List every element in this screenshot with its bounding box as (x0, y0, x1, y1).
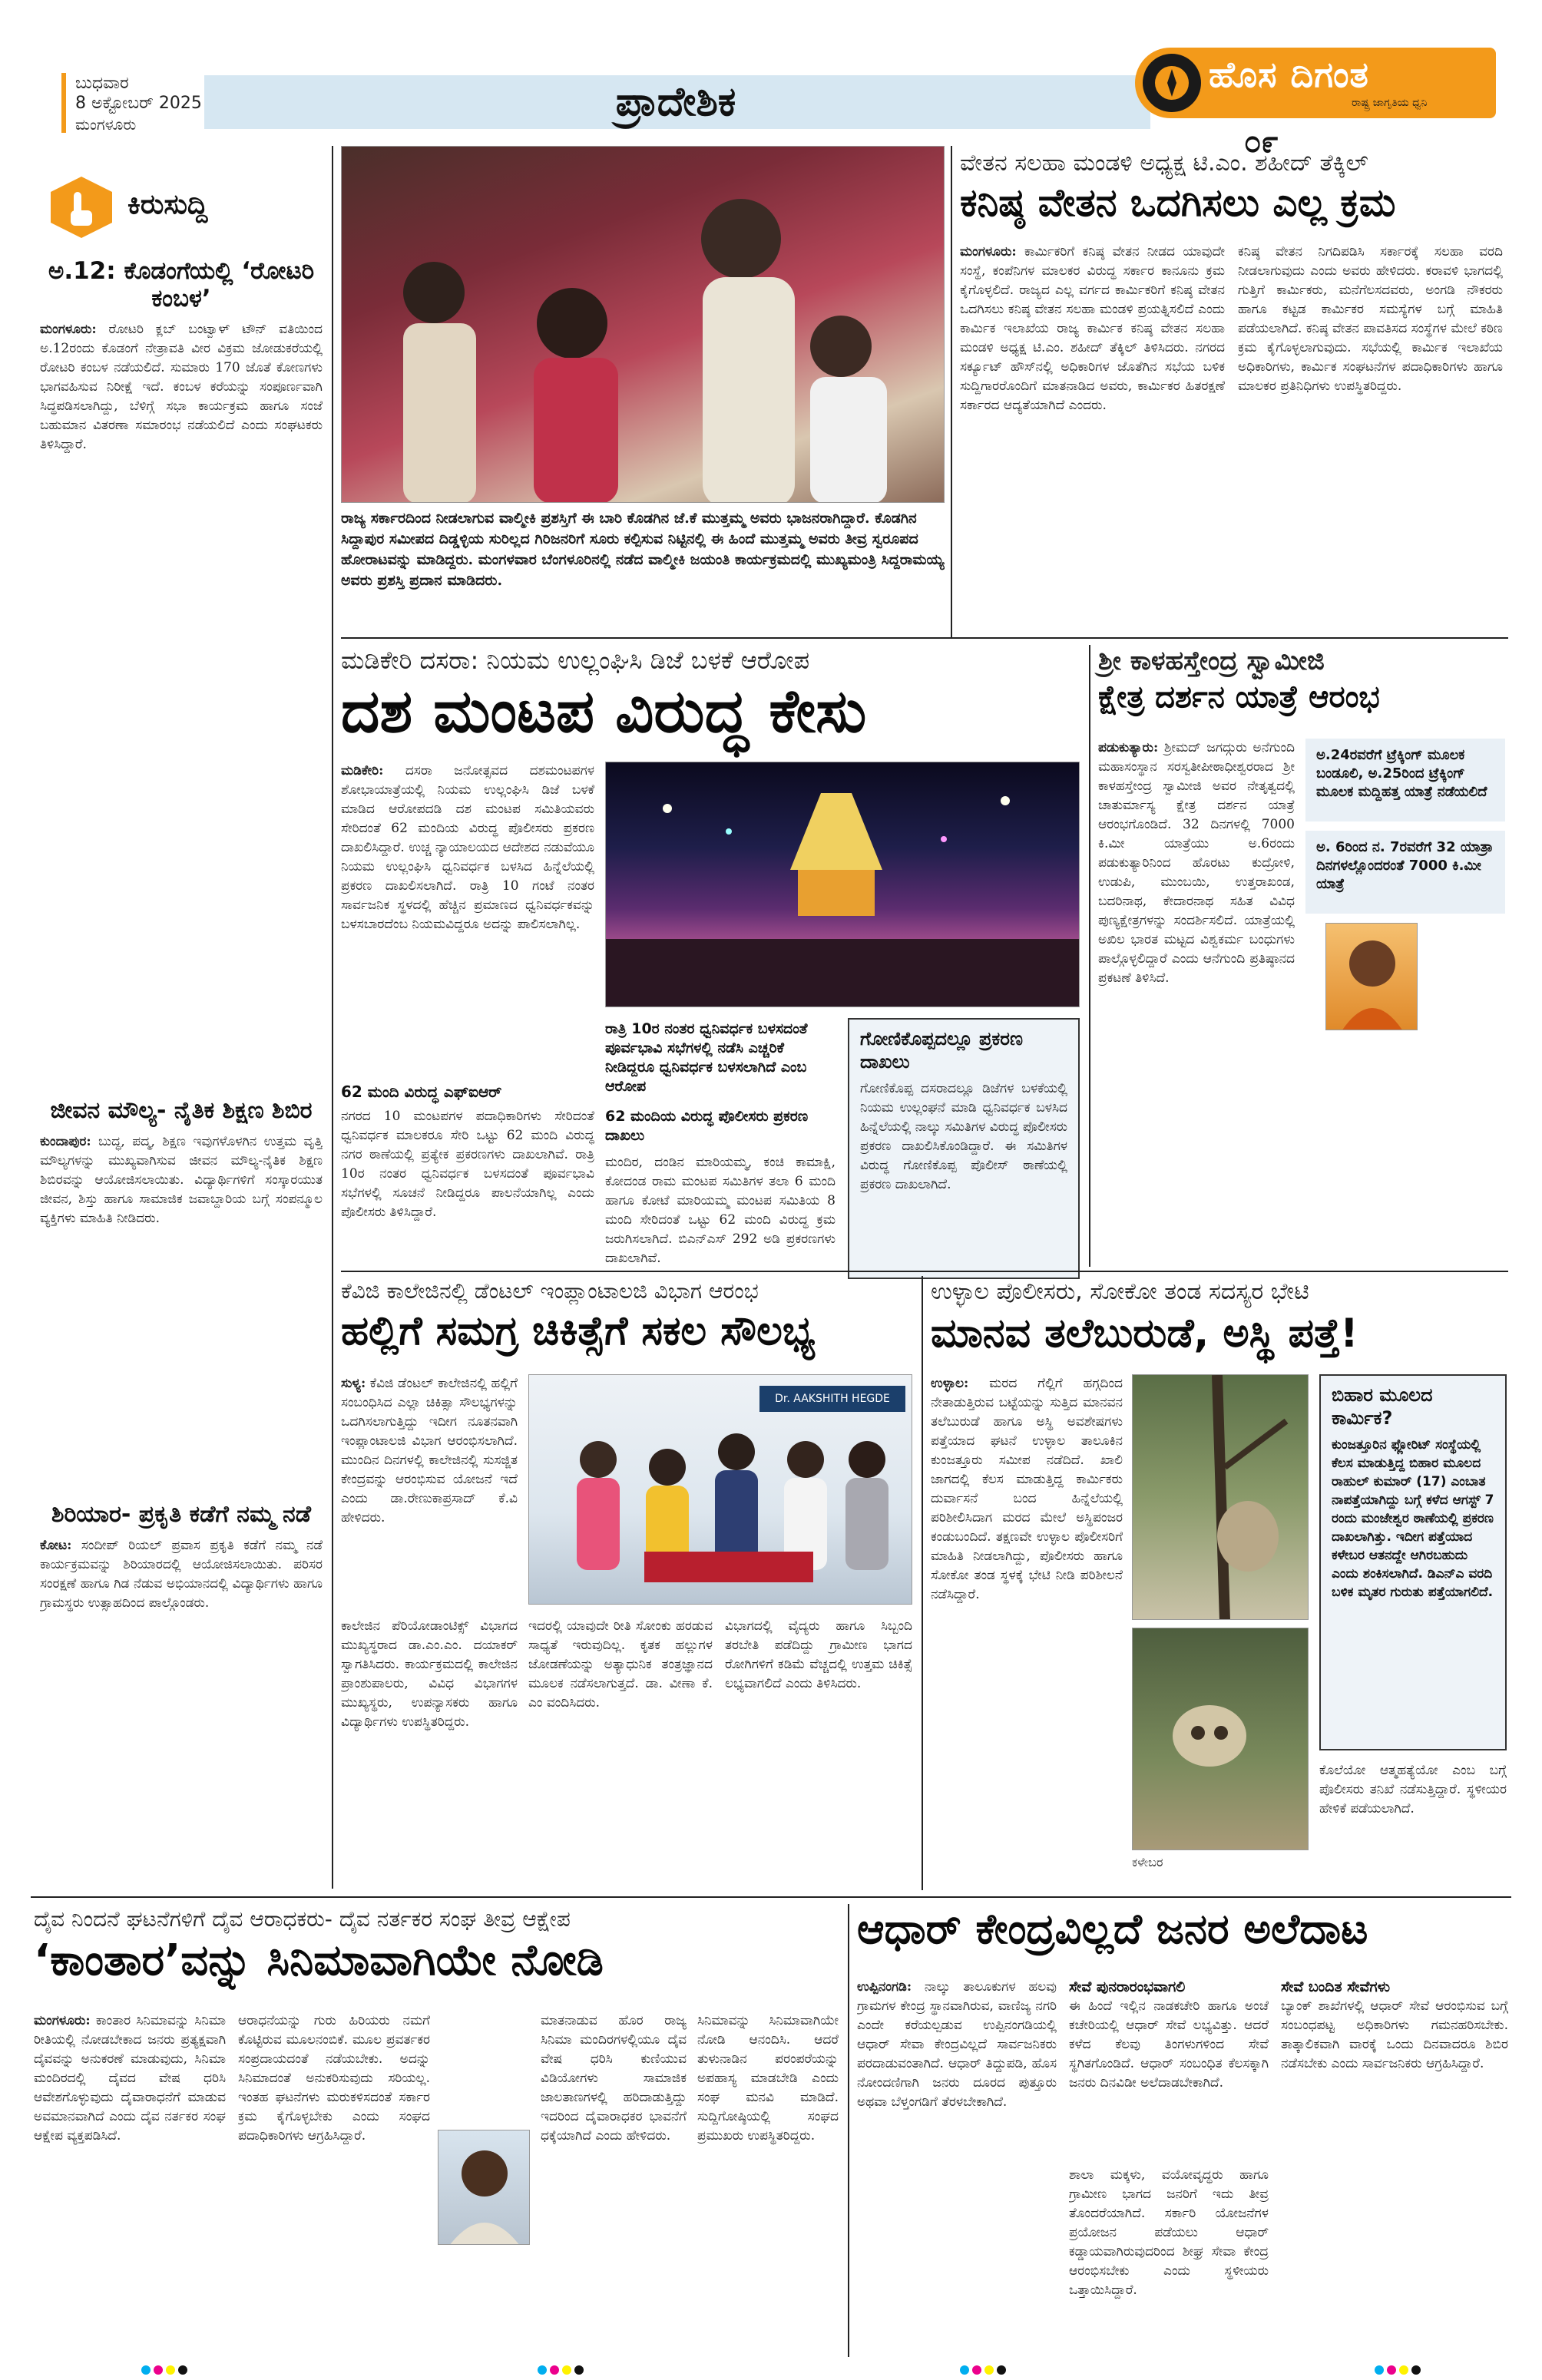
registration-marks (0, 2363, 1542, 2377)
masthead-city: ಮಂಗಳೂರು (75, 115, 137, 134)
dental-story (341, 1279, 912, 1893)
award-photo-caption: ರಾಜ್ಯ ಸರ್ಕಾರದಿಂದ ನೀಡಲಾಗುವ ವಾಲ್ಮೀಕಿ ಪ್ರಶಸ್ತಿಗೆ ಈ ಬಾರಿ ಕೊಡಗಿನ ಜೆ.ಕೆ ಮುತ್ತಮ್ಮ ಅವರು ಭಾಜನರಾಗಿದ್ದಾರೆ. ಕೊಡಗಿನ ಸಿದ್ದಾಪುರ ಸಮೀಪದ ದಿಡ್ಡಳ್ಳಿಯ ಸುರಿಲ್ಲದ ಗಿರಿಜನರಿಗೆ ಸೂರು ಕಲ್ಪಿಸುವ ನಿಟ್ಟಿನಲ್ಲಿ ಈ ಹಿಂದೆ ಮುತ್ತಮ್ಮ ಅವರು ತೀವ್ರ ಸ್ವರೂಪದ ಹೋರಾಟವನ್ನು ಮಾಡಿದ್ದರು. ಮಂಗಳವಾರ ಬೆಂಗಳೂರಿನಲ್ಲಿ ನಡೆದ ವಾಲ್ಮೀಕಿ ಜಯಂತಿ ಕಾರ್ಯಕ್ರಮದಲ್ಲಿ ಮುಖ್ಯಮಂತ್ರಿ ಸಿದ್ದರಾಮಯ್ಯ ಅವರು ಪ್ರಶಸ್ತಿ ಪ್ರದಾನ ಮಾಡಿದರು. (341, 510, 945, 589)
gonikoppa-box (848, 1018, 1080, 1279)
kantara-col-1-text: ಕಾಂತಾರ ಸಿನಿಮಾವನ್ನು ಸಿನಿಮಾ ರೀತಿಯಲ್ಲಿ ನೋಡಬೇಕಾದ ಜನರು ಪ್ರತ್ಯಕ್ಷವಾಗಿ ದೈವವನ್ನು ಅನುಕರಣೆ ಮಾಡುವುದು, ಸಿನಿಮಾ ಮಂದಿರದಲ್ಲಿ ದೈವದ ವೇಷ ಧರಿಸಿ ಆವೇಶಗೊಳ್ಳುವುದು ದೈವಾರಾಧನೆಗೆ ಮಾಡುವ ಅವಮಾನವಾಗಿದೆ ಎಂದು ದೈವ ನರ್ತಕರ ಸಂಘ ಆಕ್ಷೇಪ ವ್ಯಕ್ತಪಡಿಸಿದೆ. (34, 2013, 226, 2144)
award-photo (341, 146, 945, 503)
kirusuddi-header (43, 169, 319, 246)
section-title: ಪ್ರಾದೇಶಿಕ (615, 79, 736, 125)
swamiji-text-body: ಶ್ರೀಮದ್ ಜಗದ್ಗುರು ಅನೆಗುಂದಿ ಮಹಾಸಂಸ್ಥಾನ ಸರಸ್ವತೀಪೀಠಾಧೀಶ್ವರರಾದ ಶ್ರೀ ಕಾಳಹಸ್ತೇಂದ್ರ ಸ್ವಾಮೀಜಿ ಅವರ ನೇತೃತ್ವದಲ್ಲಿ ಚಾತುರ್ಮಾಸ್ಯ ಕ್ಷೇತ್ರ ದರ್ಶನ ಯಾತ್ರೆ ಆರಂಭಗೊಂಡಿದೆ. 32 ದಿನಗಳಲ್ಲಿ 7000 ಕಿ.ಮೀ ಯಾತ್ರೆಯು ಅ.6ರಂದು ಪಡುಕುತ್ಯಾರಿನಿಂದ ಹೊರಟು ಕುದ್ರೋಳಿ, ಉಡುಪಿ, ಮುಂಬಯಿ, ಉತ್ತರಾಖಂಡ, ಬದರಿನಾಥ, ಕೇದಾರನಾಥ ಸಹಿತ ವಿವಿಧ ಪುಣ್ಯಕ್ಷೇತ್ರಗಳನ್ನು ಸಂದರ್ಶಿಸಲಿದೆ. ಯಾತ್ರೆಯಲ್ಲಿ ಅಖಿಲ ಭಾರತ ಮಟ್ಟದ ವಿಶ್ವಕರ್ಮ ಬಂಧುಗಳು ಪಾಲ್ಗೊಳ್ಳಲಿದ್ದಾರೆ ಎಂದು ಆನೆಗುಂದಿ ಪ್ರತಿಷ್ಠಾನದ ಪ್ರಕಟಣೆ ತಿಳಿಸಿದೆ. (1098, 740, 1295, 986)
swamiji-bullet-text: ಅ.24ರವರೆಗೆ ಟ್ರೆಕ್ಕಿಂಗ್ ಮೂಲಕ ಬಂಡೂಲಿ, ಅ.25ರಿಂದ ಟ್ರೆಕ್ಕಿಂಗ್ ಮೂಲಕ ಮದ್ದಿಹತ್ತ ಯಾತ್ರೆ ನಡೆಯಲಿದೆ (1316, 747, 1487, 800)
aadhaar-story (857, 1907, 1508, 2360)
hand-icon (51, 177, 112, 238)
kirusuddi-item-dateline: ಕೋಟ: (40, 1537, 72, 1553)
dasara-col-3: ಮಂದಿರ, ದಂಡಿನ ಮಾರಿಯಮ್ಮ, ಕಂಚಿ ಕಾಮಾಕ್ಷಿ, ಕೋದಂಡ ರಾಮ ಮಂಟಪ ಸಮಿತಿಗಳ ತಲಾ 6 ಮಂದಿ ಹಾಗೂ ಕೋಟೆ ಮಾರಿಯಮ್ಮ ಮಂಟಪ ಸಮಿತಿಯ 8 ಮಂದಿ ಸೇರಿದಂತೆ ಒಟ್ಟು 62 ಮಂದಿ ವಿರುದ್ಧ ಕ್ರಮ ಜರುಗಿಸಲಾಗಿದೆ. ಬಿಎನ್‌ಎಸ್ 292 ಅಡಿ ಪ್ರಕರಣಗಳು ದಾಖಲಾಗಿವೆ. (605, 1155, 836, 1266)
skeleton-col-1 (931, 1374, 1123, 1881)
bihar-box-text: ಕುಂಜತ್ತೂರಿನ ಫ್ಲೋರಿಟ್ ಸಂಸ್ಥೆಯಲ್ಲಿ ಕೆಲಸ ಮಾಡುತ್ತಿದ್ದ ಬಿಹಾರ ಮೂಲದ ರಾಹುಲ್ ಕುಮಾರ್ (17) ಎಂಬಾತ ನಾಪತ್ತೆಯಾಗಿದ್ದು ಬಗ್ಗೆ ಕಳೆದ ಆಗಸ್ಟ್ 7 ರಂದು ಮಂಜೇಶ್ವರ ಠಾಣೆಯಲ್ಲಿ ಪ್ರಕರಣ ದಾಖಲಾಗಿತ್ತು. ಇದೀಗ ಪತ್ತೆಯಾದ ಕಳೇಬರ ಆತನದ್ದೇ ಆಗಿರಬಹುದು ಎಂದು ಶಂಕಿಸಲಾಗಿದೆ. ಡಿಎನ್‌ಎ ವರದಿ ಬಳಿಕ ಮೃತರ ಗುರುತು ಪತ್ತೆಯಾಗಲಿದೆ. (1332, 1437, 1494, 1600)
page-number: ೦೯ (1244, 124, 1279, 160)
left-column-divider (332, 146, 333, 1889)
masthead (0, 0, 1542, 160)
dasara-kicker: ಮಡಿಕೇರಿ ದಸರಾ: ನಿಯಮ ಉಲ್ಲಂಘಿಸಿ ಡಿಜೆ ಬಳಕೆ ಆರೋಪ (341, 646, 810, 675)
wage-col-2: ಕನಿಷ್ಠ ವೇತನ ನಿಗದಿಪಡಿಸಿ ಸರ್ಕಾರಕ್ಕೆ ಸಲಹಾ ವರದಿ ನೀಡಲಾಗುವುದು ಎಂದು ಅವರು ಹೇಳಿದರು. ಕರಾವಳಿ ಭಾಗದಲ್ಲಿ ಗುತ್ತಿಗೆ ಕಾರ್ಮಿಕರು, ಮನೆಗೆಲಸದವರು, ಅಂಗಡಿ ನೌಕರರು ಹಾಗೂ ಕಟ್ಟಡ ಕಾರ್ಮಿಕರ ಸಮಸ್ಯೆಗಳ ಬಗ್ಗೆ ಮಾಹಿತಿ ಪಡೆಯಲಾಗಿದೆ. ಕನಿಷ್ಠ ವೇತನ ಪಾವತಿಸದ ಸಂಸ್ಥೆಗಳ ಮೇಲೆ ಕಠಿಣ ಕ್ರಮ ಕೈಗೊಳ್ಳಲಾಗುವುದು. ಸಭೆಯಲ್ಲಿ ಕಾರ್ಮಿಕ ಇಲಾಖೆಯ ಅಧಿಕಾರಿಗಳು, ಕಾರ್ಮಿಕ ಸಂಘಟನೆಗಳ ಪದಾಧಿಕಾರಿಗಳು ಹಾಗೂ ಮಾಲಕರ ಪ್ರತಿನಿಧಿಗಳು ಉಪಸ್ಥಿತರಿದ್ದರು. (1238, 244, 1503, 394)
skeleton-story (931, 1279, 1507, 1893)
kantara-col-2: ಆರಾಧನೆಯನ್ನು ಗುರು ಹಿರಿಯರು ನಮಗೆ ಕೊಟ್ಟಿರುವ ಮೂಲನಂಬಿಕೆ. ಮೂಲ ಪ್ರವರ್ತಕರ ಸಂಪ್ರದಾಯದಂತೆ ನಡೆಯಬೇಕು. ಅದನ್ನು ಸಿನಿಮಾದಂತೆ ಅನುಕರಿಸುವುದು ಸರಿಯಲ್ಲ. ಇಂತಹ ಘಟನೆಗಳು ಮರುಕಳಿಸದಂತೆ ಸರ್ಕಾರ ಕ್ರಮ ಕೈಗೊಳ್ಳಬೇಕು ಎಂದು ಸಂಘದ ಪದಾಧಿಕಾರಿಗಳು ಆಗ್ರಹಿಸಿದ್ದಾರೆ. (238, 2013, 430, 2144)
dental-divider (922, 1276, 923, 1890)
dasara-photo (605, 762, 1080, 1007)
swamiji-text (1098, 739, 1295, 1261)
kirusuddi-item-dateline: ಕುಂದಾಪುರ: (40, 1133, 91, 1149)
swamiji-bullet-text: ಅ. 6ರಿಂದ ನ. 7ರವರೆಗೆ 32 ಯಾತ್ರಾ ದಿನಗಳಲ್ಲೊಂದರಂತೆ 7000 ಕಿ.ಮೀ ಯಾತ್ರೆ (1316, 839, 1494, 892)
kirusuddi-item (40, 1502, 323, 1859)
kantara-story (34, 1907, 839, 2360)
row-1-divider (341, 637, 1508, 639)
skeleton-dateline: ಉಳ್ಳಾಲ: (931, 1376, 969, 1391)
aadhaar-headline: ಆಧಾರ್ ಕೇಂದ್ರವಿಲ್ಲದೆ ಜನರ ಅಲೆದಾಟ (857, 1905, 1368, 1953)
date-color-bar (61, 73, 66, 133)
dasara-highlight (605, 1020, 836, 1144)
dasara-subhead: 62 ಮಂದಿ ವಿರುದ್ಧ ಎಫ್‌ಐಆರ್ (341, 1083, 502, 1101)
dental-kicker: ಕೆವಿಜಿ ಕಾಲೇಜಿನಲ್ಲಿ ಡೆಂಟಲ್ ಇಂಪ್ಲಾಂಟಾಲಜಿ ವಿಭಾಗ ಆರಂಭ (341, 1278, 759, 1304)
kantara-headline: ‘ಕಾಂತಾರ’ವನ್ನು ಸಿನಿಮಾವಾಗಿಯೇ ನೋಡಿ (34, 1935, 604, 1986)
kirusuddi-item (40, 1098, 323, 1493)
swamiji-kicker: ಶ್ರೀ ಕಾಳಹಸ್ತೇಂದ್ರ ಸ್ವಾಮೀಜಿ (1098, 646, 1325, 676)
aadhaar-dateline: ಉಪ್ಪಿನಂಗಡಿ: (857, 1979, 912, 1995)
dasara-dateline: ಮಡಿಕೇರಿ: (341, 763, 384, 778)
dental-headline: ಹಲ್ಲಿಗೆ ಸಮಗ್ರ ಚಿಕಿತ್ಸೆಗೆ ಸಕಲ ಸೌಲಭ್ಯ (341, 1308, 816, 1355)
kantara-portrait (438, 2130, 530, 2245)
kirusuddi-item-title: ಜೀವನ ಮೌಲ್ಯ- ನೈತಿಕ ಶಿಕ್ಷಣ ಶಿಬಿರ (50, 1097, 313, 1124)
kirusuddi-item-body: ರೋಟರಿ ಕ್ಲಬ್ ಬಂಟ್ವಾಳ್ ಟೌನ್ ವತಿಯಿಂದ ಅ.12ರಂದು ಕೊಡಂಗೆ ನೇತ್ರಾವತಿ ವೀರ ವಿಕ್ರಮ ಜೋಡುಕರೆಯಲ್ಲಿ ರೋಟರಿ ಕಂಬಳ ನಡೆಯಲಿದೆ. ಸುಮಾರು 170 ಜೊತೆ ಕೋಣಗಳು ಭಾಗವಹಿಸುವ ನಿರೀಕ್ಷೆ ಇದೆ. ಕಂಬಳ ಕರೆಯನ್ನು ಸಂಪೂರ್ಣವಾಗಿ ಸಿದ್ಧಪಡಿಸಲಾಗಿದ್ದು, ಬೆಳಿಗ್ಗೆ ಸಭಾ ಕಾರ್ಯಕ್ರಮ ಹಾಗೂ ಸಂಜೆ ಬಹುಮಾನ ವಿತರಣಾ ಸಮಾರಂಭ ನಡೆಯಲಿದೆ ಎಂದು ಸಂಘಟಕರು ತಿಳಿಸಿದ್ದಾರೆ. (40, 322, 323, 453)
dasara-highlight-1: ರಾತ್ರಿ 10ರ ನಂತರ ಧ್ವನಿವರ್ಧಕ ಬಳಸದಂತೆ ಪೂರ್ವಭಾವಿ ಸಭೆಗಳಲ್ಲಿ ನಡೆಸಿ ಎಚ್ಚರಿಕೆ ನೀಡಿದ್ದರೂ ಧ್ವನಿವರ್ಧಕ ಬಳಸಲಾಗಿದೆ ಎಂಬ ಆರೋಪ (605, 1020, 808, 1095)
dasara-story (341, 646, 1080, 1276)
gonikoppa-box-title: ಗೋಣಿಕೊಪ್ಪದಲ್ಲೂ ಪ್ರಕರಣ ದಾಖಲು (860, 1028, 1023, 1073)
kirusuddi-item-text (40, 1536, 323, 1859)
dental-col-2: ಕಾಲೇಜಿನ ಪೆರಿಯೋಡಾಂಟಿಕ್ಸ್ ವಿಭಾಗದ ಮುಖ್ಯಸ್ಥರಾದ ಡಾ.ಎಂ.ಎಂ. ದಯಾಕರ್ ಸ್ವಾಗತಿಸಿದರು. ಕಾರ್ಯಕ್ರಮದಲ್ಲಿ ಕಾಲೇಜಿನ ಪ್ರಾಂಶುಪಾಲರು, ವಿವಿಧ ವಿಭಾಗಗಳ ಮುಖ್ಯಸ್ಥರು, ಉಪನ್ಯಾಸಕರು ಹಾಗೂ ವಿದ್ಯಾರ್ಥಿಗಳು ಉಪಸ್ಥಿತರಿದ್ದರು. (341, 1618, 518, 1730)
aadhaar-col-4-wrap (1281, 1978, 1508, 2349)
dasara-headline: ದಶ ಮಂಟಪ ವಿರುದ್ಧ ಕೇಸು (341, 676, 867, 746)
aadhaar-subhead: ಸೇವೆ ಪುನರಾರಂಭವಾಗಲಿ (1069, 1978, 1186, 1995)
kantara-kicker: ದೈವ ನಿಂದನೆ ಘಟನೆಗಳಿಗೆ ದೈವ ಆರಾಧಕರು- ದೈವ ನರ್ತಕರ ಸಂಘ ತೀವ್ರ ಆಕ್ಷೇಪ (34, 1906, 571, 1932)
skeleton-photo-label: ಕಳೇಬರ (1132, 1855, 1163, 1869)
aadhaar-col-2: ಈ ಹಿಂದೆ ಇಲ್ಲಿನ ನಾಡಕಚೇರಿ ಹಾಗೂ ಅಂಚೆ ಕಚೇರಿಯಲ್ಲಿ ಆಧಾರ್ ಸೇವೆ ಲಭ್ಯವಿತ್ತು. ಆದರೆ ಕಳೆದ ಕೆಲವು ತಿಂಗಳುಗಳಿಂದ ಸೇವೆ ಸ್ಥಗಿತಗೊಂಡಿದೆ. ಆಧಾರ್ ಸಂಬಂಧಿತ ಕೆಲಸಕ್ಕಾಗಿ ಜನರು ದಿನವಿಡೀ ಅಲೆದಾಡಬೇಕಾಗಿದೆ. (1069, 1998, 1269, 2091)
kirusuddi-item-title: ಅ.12: ಕೊಡಂಗೆಯಲ್ಲಿ ‘ರೋಟರಿ ಕಂಬಳ’ (48, 257, 315, 312)
kantara-col-4: ಸಿನಿಮಾವನ್ನು ಸಿನಿಮಾವಾಗಿಯೇ ನೋಡಿ ಆನಂದಿಸಿ. ಆದರೆ ತುಳುನಾಡಿನ ಪರಂಪರೆಯನ್ನು ಅಪಹಾಸ್ಯ ಮಾಡಬೇಡಿ ಎಂದು ಸಂಘ ಮನವಿ ಮಾಡಿದೆ. ಸುದ್ದಿಗೋಷ್ಠಿಯಲ್ಲಿ ಸಂಘದ ಪ್ರಮುಖರು ಉಪಸ್ಥಿತರಿದ್ದರು. (697, 2013, 839, 2144)
aadhaar-col-1-text: ನಾಲ್ಕು ತಾಲೂಕುಗಳ ಹಲವು ಗ್ರಾಮಗಳ ಕೇಂದ್ರ ಸ್ಥಾನವಾಗಿರುವ, ವಾಣಿಜ್ಯ ನಗರಿ ಎಂದೇ ಕರೆಯಲ್ಪಡುವ ಉಪ್ಪಿನಂಗಡಿಯಲ್ಲಿ ಆಧಾರ್ ಸೇವಾ ಕೇಂದ್ರವಿಲ್ಲದೆ ಸಾರ್ವಜನಿಕರು ಪರದಾಡುವಂತಾಗಿದೆ. ಆಧಾರ್ ತಿದ್ದುಪಡಿ, ಹೊಸ ನೋಂದಣಿಗಾಗಿ ಜನರು ದೂರದ ಪುತ್ತೂರು ಅಥವಾ ಬೆಳ್ತಂಗಡಿಗೆ ತೆರಳಬೇಕಾಗಿದೆ. (857, 1979, 1057, 2110)
masthead-day: ಬುಧವಾರ (75, 74, 129, 93)
swamiji-story (1098, 646, 1505, 1268)
skeleton-col-3: ಕೊಲೆಯೋ ಆತ್ಮಹತ್ಯೆಯೋ ಎಂಬ ಬಗ್ಗೆ ಪೊಲೀಸರು ತನಿಖೆ ನಡೆಸುತ್ತಿದ್ದಾರೆ. ಸ್ಥಳೀಯರ ಹೇಳಿಕೆ ಪಡೆಯಲಾಗಿದೆ. (1319, 1763, 1507, 1816)
aadhaar-col-4: ಬ್ಯಾಂಕ್ ಶಾಖೆಗಳಲ್ಲಿ ಆಧಾರ್ ಸೇವೆ ಆರಂಭಿಸುವ ಬಗ್ಗೆ ಸಂಬಂಧಪಟ್ಟ ಅಧಿಕಾರಿಗಳು ಗಮನಹರಿಸಬೇಕು. ತಾತ್ಕಾಲಿಕವಾಗಿ ವಾರಕ್ಕೆ ಒಂದು ದಿನವಾದರೂ ಶಿಬಿರ ನಡೆಸಬೇಕು ಎಂದು ಸಾರ್ವಜನಿಕರು ಆಗ್ರಹಿಸಿದ್ದಾರೆ. (1281, 1998, 1508, 2071)
swamiji-bullet-2 (1305, 831, 1505, 914)
swamiji-headline: ಕ್ಷೇತ್ರ ದರ್ಶನ ಯಾತ್ರೆ ಆರಂಭ (1098, 679, 1380, 716)
swamiji-dateline: ಪಡುಕುತ್ಯಾರು: (1098, 740, 1159, 755)
wage-col-1-text: ಕಾರ್ಮಿಕರಿಗೆ ಕನಿಷ್ಠ ವೇತನ ನೀಡದ ಯಾವುದೇ ಸಂಸ್ಥೆ, ಕಂಪೆನಿಗಳ ಮಾಲಕರ ವಿರುದ್ಧ ಸರ್ಕಾರ ಕಾನೂನು ಕ್ರಮ ಕೈಗೊಳ್ಳಲಿದೆ. ರಾಜ್ಯದ ಎಲ್ಲ ವರ್ಗದ ಕಾರ್ಮಿಕರಿಗೆ ಕನಿಷ್ಠ ವೇತನ ಒದಗಿಸಲು ಕನಿಷ್ಠ ವೇತನ ಸಲಹಾ ಮಂಡಳಿ ಪ್ರಯತ್ನಿಸಲಿದೆ ಎಂದು ಕಾರ್ಮಿಕ ಇಲಾಖೆಯ ರಾಜ್ಯ ಕಾರ್ಮಿಕ ಕನಿಷ್ಠ ವೇತನ ಸಲಹಾ ಮಂಡಳಿ ಅಧ್ಯಕ್ಷ ಟಿ.ಎಂ. ಶಹೀದ್ ತೆಕ್ಕಿಲ್ ತಿಳಿಸಿದರು. ನಗರದ ಸರ್ಕ್ಯೂಟ್ ಹೌಸ್‌ನಲ್ಲಿ ಅಧಿಕಾರಿಗಳ ಜೊತೆಗಿನ ಸಭೆಯ ಬಳಿಕ ಸುದ್ದಿಗಾರರೊಂದಿಗೆ ಮಾತನಾಡಿದ ಅವರು, ಕಾರ್ಮಿಕರ ಹಿತರಕ್ಷಣೆ ಸರ್ಕಾರದ ಆದ್ಯತೆಯಾಗಿದೆ ಎಂದರು. (960, 244, 1225, 413)
brand-logo-icon (1143, 54, 1201, 112)
row-2-divider (341, 1271, 1508, 1272)
top-divider (951, 146, 952, 637)
wage-kicker: ವೇತನ ಸಲಹಾ ಮಂಡಳಿ ಅಧ್ಯಕ್ಷ ಟಿ.ಎಂ. ಶಹೀದ್ ತೆಕ್ಕಿಲ್ (960, 150, 1368, 177)
skeleton-photo-bottom (1132, 1628, 1309, 1850)
row-3-divider (31, 1896, 1511, 1898)
paper-tagline: ರಾಷ್ಟ್ರ ಜಾಗೃತಿಯ ಧ್ವನಿ (1352, 97, 1428, 109)
swamiji-photo (1325, 923, 1418, 1030)
swamiji-side-text (1305, 1046, 1505, 1261)
kirusuddi-label: ಕಿರುಸುದ್ದಿ (127, 189, 208, 220)
kantara-col-3: ಮಾತನಾಡುವ ಹೊರ ರಾಜ್ಯ ಸಿನಿಮಾ ಮಂದಿರಗಳಲ್ಲಿಯೂ ದೈವ ವೇಷ ಧರಿಸಿ ಕುಣಿಯುವ ವಿಡಿಯೋಗಳು ಸಾಮಾಜಿಕ ಜಾಲತಾಣಗಳಲ್ಲಿ ಹರಿದಾಡುತ್ತಿದ್ದು ಇದರಿಂದ ದೈವಾರಾಧಕರ ಭಾವನೆಗೆ ಧಕ್ಕೆಯಾಗಿದೆ ಎಂದು ಹೇಳಿದರು. (541, 2013, 687, 2144)
wage-dateline: ಮಂಗಳೂರು: (960, 244, 1017, 259)
bottom-divider (848, 1904, 849, 2357)
masthead-date: 8 ಅಕ್ಟೋಬರ್ 2025 (75, 94, 202, 113)
dental-col-4: ವಿಭಾಗದಲ್ಲಿ ವೈದ್ಯರು ಹಾಗೂ ಸಿಬ್ಬಂದಿ ತರಬೇತಿ ಪಡೆದಿದ್ದು ಗ್ರಾಮೀಣ ಭಾಗದ ರೋಗಿಗಳಿಗೆ ಕಡಿಮೆ ವೆಚ್ಚದಲ್ಲಿ ಉತ್ತಮ ಚಿಕಿತ್ಸೆ ಲಭ್ಯವಾಗಲಿದೆ ಎಂದು ತಿಳಿಸಿದರು. (725, 1618, 912, 1691)
swamiji-bullet-1 (1305, 739, 1505, 821)
kirusuddi-item (40, 258, 323, 1080)
dasara-col-1-text: ದಸರಾ ಜನೋತ್ಸವದ ದಶಮಂಟಪಗಳ ಶೋಭಾಯಾತ್ರೆಯಲ್ಲಿ ನಿಯಮ ಉಲ್ಲಂಘಿಸಿ ಡಿಜೆ ಬಳಕೆ ಮಾಡಿದ ಆರೋಪದಡಿ ದಶ ಮಂಟಪ ಸಮಿತಿಯವರು ಸೇರಿದಂತೆ 62 ಮಂದಿಯ ವಿರುದ್ಧ ಪೊಲೀಸರು ಪ್ರಕರಣ ದಾಖಲಿಸಿದ್ದಾರೆ. ಉಚ್ಚ ನ್ಯಾಯಾಲಯದ ಆದೇಶದ ನಡುವೆಯೂ ನಿಯಮ ಉಲ್ಲಂಘಿಸಿ ಧ್ವನಿವರ್ಧಕ ಬಳಸಿದ ಹಿನ್ನೆಲೆಯಲ್ಲಿ ಪ್ರಕರಣ ದಾಖಲಿಸಲಾಗಿದೆ. ರಾತ್ರಿ 10 ಗಂಟೆ ನಂತರ ಸಾರ್ವಜನಿಕ ಸ್ಥಳದಲ್ಲಿ ಹೆಚ್ಚಿನ ಪ್ರಮಾಣದ ಧ್ವನಿವರ್ಧಕವನ್ನು ಬಳಸಬಾರದೆಂಬ ನಿಯಮವಿದ್ದರೂ ಅದನ್ನು ಪಾಲಿಸಲಾಗಿಲ್ಲ. (341, 763, 594, 932)
dasara-divider (1089, 645, 1090, 1267)
dental-col-3: ಇದರಲ್ಲಿ ಯಾವುದೇ ರೀತಿ ಸೋಂಕು ಹರಡುವ ಸಾಧ್ಯತೆ ಇರುವುದಿಲ್ಲ. ಕೃತಕ ಹಲ್ಲುಗಳ ಜೋಡಣೆಯನ್ನು ಅತ್ಯಾಧುನಿಕ ತಂತ್ರಜ್ಞಾನದ ಮೂಲಕ ನಡೆಸಲಾಗುತ್ತದೆ. ಡಾ. ವೀಣಾ ಕೆ. ಎಂ ವಂದಿಸಿದರು. (528, 1618, 713, 1711)
wage-story (960, 150, 1505, 642)
dasara-col-1 (341, 762, 594, 1076)
dasara-col-2: ನಗರದ 10 ಮಂಟಪಗಳ ಪದಾಧಿಕಾರಿಗಳು ಸೇರಿದಂತೆ ಧ್ವನಿವರ್ಧಕ ಮಾಲಕರೂ ಸೇರಿ ಒಟ್ಟು 62 ಮಂದಿ ವಿರುದ್ಧ ನಗರ ಠಾಣೆಯಲ್ಲಿ ಪ್ರತ್ಯೇಕ ಪ್ರಕರಣಗಳು ದಾಖಲಾಗಿವೆ. ರಾತ್ರಿ 10ರ ನಂತರ ಧ್ವನಿವರ್ಧಕ ಬಳಸದಂತೆ ಪೂರ್ವಭಾವಿ ಸಭೆಗಳಲ್ಲಿ ಸೂಚನೆ ನೀಡಿದ್ದರೂ ಪಾಲನೆಯಾಗಿಲ್ಲ ಎಂದು ಪೊಲೀಸರು ತಿಳಿಸಿದ್ದಾರೆ. (341, 1109, 594, 1220)
aadhaar-col-1 (857, 1978, 1057, 2349)
skeleton-headline: ಮಾನವ ತಲೆಬುರುಡೆ, ಅಸ್ಥಿ ಪತ್ತೆ! (931, 1310, 1358, 1357)
wage-headline: ಕನಿಷ್ಠ ವೇತನ ಒದಗಿಸಲು ಎಲ್ಲ ಕ್ರಮ (960, 180, 1396, 225)
skeleton-photo-top (1132, 1374, 1309, 1620)
kirusuddi-item-text (40, 320, 323, 1080)
wage-col-1 (960, 243, 1225, 626)
paper-name: ಹೊಸ ದಿಗಂತ (1209, 54, 1369, 95)
dental-banner: Dr. AAKSHITH HEGDE (759, 1386, 905, 1412)
kirusuddi-item-body: ಸಂದೀಪ್ ರಿಯಲ್ ಪ್ರವಾಸ ಪ್ರಕೃತಿ ಕಡೆಗೆ ನಮ್ಮ ನಡೆ ಕಾರ್ಯಕ್ರಮವನ್ನು ಶಿರಿಯಾರದಲ್ಲಿ ಆಯೋಜಿಸಲಾಯಿತು. ಪರಿಸರ ಸಂರಕ್ಷಣೆ ಹಾಗೂ ಗಿಡ ನೆಡುವ ಅಭಿಯಾನದಲ್ಲಿ ವಿದ್ಯಾರ್ಥಿಗಳು ಹಾಗೂ ಗ್ರಾಮಸ್ಥರು ಉತ್ಸಾಹದಿಂದ ಪಾಲ್ಗೊಂಡರು. (40, 1537, 323, 1611)
aadhaar-col-3: ಶಾಲಾ ಮಕ್ಕಳು, ವಯೋವೃದ್ಧರು ಹಾಗೂ ಗ್ರಾಮೀಣ ಭಾಗದ ಜನರಿಗೆ ಇದು ತೀವ್ರ ತೊಂದರೆಯಾಗಿದೆ. ಸರ್ಕಾರಿ ಯೋಜನೆಗಳ ಪ್ರಯೋಜನ ಪಡೆಯಲು ಆಧಾರ್ ಕಡ್ಡಾಯವಾಗಿರುವುದರಿಂದ ಶೀಘ್ರ ಸೇವಾ ಕೇಂದ್ರ ಆರಂಭಿಸಬೇಕು ಎಂದು ಸ್ಥಳೀಯರು ಒತ್ತಾಯಿಸಿದ್ದಾರೆ. (1069, 2167, 1269, 2298)
bihar-box-title: ಬಿಹಾರ ಮೂಲದ ಕಾರ್ಮಿಕ? (1332, 1384, 1433, 1429)
aadhaar-col-2-wrap (1069, 1978, 1269, 2349)
skeleton-col-1-text: ಮರದ ಗೆಲ್ಲಿಗೆ ಹಗ್ಗದಿಂದ ನೇತಾಡುತ್ತಿರುವ ಬಟ್ಟೆಯನ್ನು ಸುತ್ತಿದ ಮಾನವನ ತಲೆಬುರುಡೆ ಹಾಗೂ ಅಸ್ಥಿ ಅವಶೇಷಗಳು ಪತ್ತೆಯಾದ ಘಟನೆ ಉಳ್ಳಾಲ ತಾಲೂಕಿನ ಕುಂಜತ್ತೂರು ಸಮೀಪ ನಡೆದಿದೆ. ಖಾಲಿ ಜಾಗದಲ್ಲಿ ಕೆಲಸ ಮಾಡುತ್ತಿದ್ದ ಕಾರ್ಮಿಕರು ದುರ್ವಾಸನೆ ಬಂದ ಹಿನ್ನೆಲೆಯಲ್ಲಿ ಪರಿಶೀಲಿಸಿದಾಗ ಮರದ ಮೇಲೆ ಅಸ್ಥಿಪಂಜರ ಕಂಡುಬಂದಿದೆ. ತಕ್ಷಣವೇ ಉಳ್ಳಾಲ ಪೊಲೀಸರಿಗೆ ಮಾಹಿತಿ ನೀಡಲಾಗಿದ್ದು, ಪೊಲೀಸರು ಹಾಗೂ ಸೋಕೋ ತಂಡ ಸ್ಥಳಕ್ಕೆ ಭೇಟಿ ನೀಡಿ ಪರಿಶೀಲನೆ ನಡೆಸಿದ್ದಾರೆ. (931, 1376, 1123, 1602)
skeleton-kicker: ಉಳ್ಳಾಲ ಪೊಲೀಸರು, ಸೋಕೋ ತಂಡ ಸದಸ್ಯರ ಭೇಟಿ (931, 1278, 1309, 1305)
kirusuddi-item-text (40, 1132, 323, 1493)
aadhaar-subhead-2: ಸೇವೆ ಬಂದಿತ ಸೇವೆಗಳು (1281, 1978, 1391, 1995)
kantara-dateline: ಮಂಗಳೂರು: (34, 2013, 91, 2028)
kirusuddi-item-dateline: ಮಂಗಳೂರು: (40, 322, 97, 338)
dental-photo (528, 1374, 912, 1605)
kantara-col-1 (34, 2011, 226, 2349)
dasara-highlight-2: 62 ಮಂದಿಯ ವಿರುದ್ಧ ಪೊಲೀಸರು ಪ್ರಕರಣ ದಾಖಲು (605, 1108, 809, 1144)
bihar-box (1319, 1374, 1507, 1750)
dental-dateline: ಸುಳ್ಯ: (341, 1376, 366, 1391)
gonikoppa-box-text: ಗೋಣಿಕೊಪ್ಪ ದಸರಾದಲ್ಲೂ ಡಿಜೆಗಳ ಬಳಕೆಯಲ್ಲಿ ನಿಯಮ ಉಲ್ಲಂಘನೆ ಮಾಡಿ ಧ್ವನಿವರ್ಧಕ ಬಳಸಿದ ಹಿನ್ನೆಲೆಯಲ್ಲಿ ನಾಲ್ಕು ಸಮಿತಿಗಳ ವಿರುದ್ಧ ಪೊಲೀಸರು ಪ್ರಕರಣ ದಾಖಲಿಸಿಕೊಂಡಿದ್ದಾರೆ. ಈ ಸಮಿತಿಗಳ ವಿರುದ್ಧ ಗೋಣಿಕೊಪ್ಪ ಪೊಲೀಸ್ ಠಾಣೆಯಲ್ಲಿ ಪ್ರಕರಣ ದಾಖಲಾಗಿದೆ. (860, 1081, 1067, 1192)
kirusuddi-item-title: ಶಿರಿಯಾರ- ಪ್ರಕೃತಿ ಕಡೆಗೆ ನಮ್ಮ ನಡೆ (51, 1501, 311, 1528)
kirusuddi-item-body: ಬುದ್ಧ, ಪದ್ಮ, ಶಿಕ್ಷಣ ಇವುಗಳೊಳಗಿನ ಉತ್ತಮ ವೃತ್ತಿ ಮೌಲ್ಯಗಳನ್ನು ಮುಖ್ಯವಾಗಿಸುವ ಜೀವನ ಮೌಲ್ಯ-ನೈತಿಕ ಶಿಕ್ಷಣ ಶಿಬಿರವನ್ನು ಆಯೋಜಿಸಲಾಯಿತು. ವಿದ್ಯಾರ್ಥಿಗಳಿಗೆ ಸಂಸ್ಕಾರಯುತ ಜೀವನ, ಶಿಸ್ತು ಹಾಗೂ ಸಾಮಾಜಿಕ ಜವಾಬ್ದಾರಿಯ ಬಗ್ಗೆ ಸಂಪನ್ಮೂಲ ವ್ಯಕ್ತಿಗಳು ಮಾಹಿತಿ ನೀಡಿದರು. (40, 1133, 323, 1226)
dental-col-1-text: ಕೆವಿಜಿ ಡೆಂಟಲ್ ಕಾಲೇಜಿನಲ್ಲಿ ಹಲ್ಲಿಗೆ ಸಂಬಂಧಿಸಿದ ಎಲ್ಲಾ ಚಿಕಿತ್ಸಾ ಸೌಲಭ್ಯಗಳನ್ನು ಒದಗಿಸಲಾಗುತ್ತಿದ್ದು ಇದೀಗ ನೂತನವಾಗಿ ಇಂಪ್ಲಾಂಟಾಲಜಿ ವಿಭಾಗ ಆರಂಭಿಸಲಾಗಿದೆ. ಮುಂದಿನ ದಿನಗಳಲ್ಲಿ ಕಾಲೇಜಿನಲ್ಲಿ ಸುಸಜ್ಜಿತ ಕೇಂದ್ರವನ್ನು ಆರಂಭಿಸುವ ಯೋಜನೆ ಇದೆ ಎಂದು ಡಾ.ರೇಣುಕಾಪ್ರಸಾದ್ ಕೆ.ವಿ ಹೇಳಿದರು. (341, 1376, 518, 1526)
dental-col-1 (341, 1374, 518, 1605)
